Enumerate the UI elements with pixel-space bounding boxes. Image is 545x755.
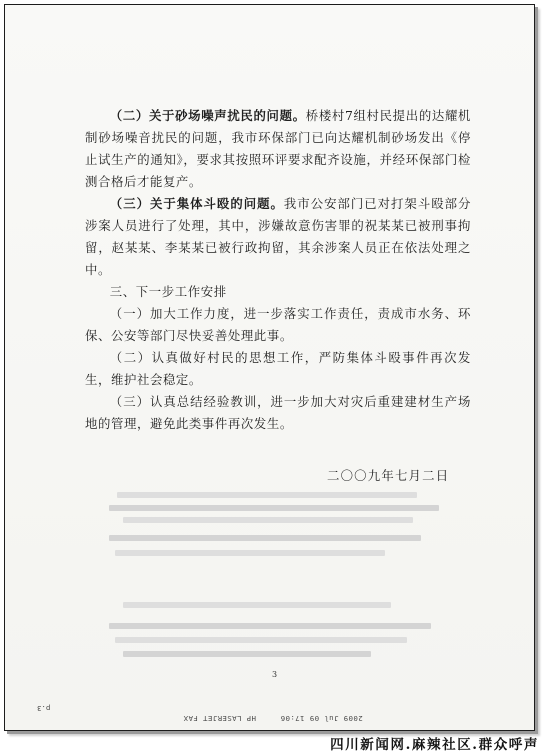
action-item-2: （二）认真做好村民的思想工作，严防集体斗殴事件再次发生，维护社会稳定。 [85, 350, 471, 387]
paragraph-noise-issue [85, 105, 471, 193]
paper-sheet [5, 5, 534, 730]
fax-header-line: 2009 Jul 09 17:06 HP LASERJET FAX [183, 714, 363, 723]
fax-page-indicator: p.3 [37, 704, 51, 713]
paragraph-lead: （二）关于砂场噪声扰民的问题。 [109, 108, 306, 123]
document-body [85, 105, 471, 435]
action-item-3: （三）认真总结经验教训，进一步加大对灾后重建建材生产场地的管理，避免此类事件再次发生。 [85, 394, 471, 431]
source-watermark: 四川新闻网.麻辣社区.群众呼声 [330, 737, 539, 753]
signature-date: 二〇〇九年七月二日 [327, 468, 450, 483]
page-number: 3 [272, 670, 278, 679]
paragraph-fight-issue [85, 193, 471, 281]
paragraph-text: 我市公安部门已对打架斗殴部分涉案人员进行了处理，其中，涉嫌故意伤害罪的祝某某已被刑事拘留，赵某某、李某某已被行政拘留，其余涉案人员正在依法处理之中。 [85, 196, 471, 277]
scanned-page-frame [4, 4, 535, 731]
action-item-1: （一）加大工作力度，进一步落实工作责任，责成市水务、环保、公安等部门尽快妥善处理此事。 [85, 306, 471, 343]
paragraph-text: 桥楼村7组村民提出的达耀机制砂场噪音扰民的问题，我市环保部门已向达耀机制砂场发出《停止试生产的通知》，要求其按照环评要求配齐设施，并经环保部门检测合格后才能复产。 [85, 108, 471, 189]
paragraph-lead: （三）关于集体斗殴的问题。 [109, 196, 284, 211]
section-heading: 三、下一步工作安排 [109, 284, 227, 299]
